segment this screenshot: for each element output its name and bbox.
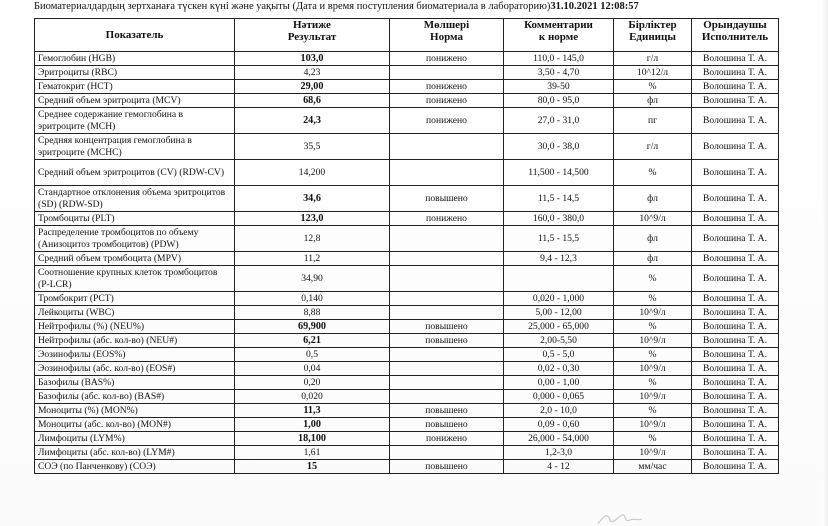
- reference-range-cell: 3,50 - 4,70: [504, 66, 614, 80]
- unit-cell: %: [614, 376, 692, 390]
- reference-range-cell: 2,00-5,50: [504, 334, 614, 348]
- results-table-body: [35, 52, 779, 474]
- col-header-unit-ru: Единицы: [629, 31, 676, 43]
- reference-range-cell: 11,500 - 14,500: [504, 160, 614, 186]
- executor-cell: Волошина Т. А.: [692, 306, 779, 320]
- executor-cell: Волошина Т. А.: [692, 460, 779, 474]
- unit-cell: г/л: [614, 52, 692, 66]
- table-row: [35, 390, 779, 404]
- result-value-cell: 35,5: [235, 134, 390, 160]
- norm-flag-cell: [390, 362, 504, 376]
- col-header-flag: [390, 19, 504, 52]
- executor-cell: Волошина Т. А.: [692, 266, 779, 292]
- executor-cell: Волошина Т. А.: [692, 94, 779, 108]
- col-header-result: [235, 19, 390, 52]
- executor-cell: Волошина Т. А.: [692, 52, 779, 66]
- norm-flag-cell: понижено: [390, 432, 504, 446]
- result-value-cell: 0,020: [235, 390, 390, 404]
- table-row: [35, 306, 779, 320]
- norm-flag-cell: повышено: [390, 320, 504, 334]
- norm-flag-cell: [390, 252, 504, 266]
- test-name-cell: Гемоглобин (HGB): [35, 52, 235, 66]
- table-row: [35, 212, 779, 226]
- col-header-name: Показатель: [35, 19, 235, 52]
- reference-range-cell: 80,0 - 95,0: [504, 94, 614, 108]
- reference-range-cell: 5,00 - 12,00: [504, 306, 614, 320]
- norm-flag-cell: повышено: [390, 460, 504, 474]
- norm-flag-cell: [390, 306, 504, 320]
- reference-range-cell: 0,020 - 1,000: [504, 292, 614, 306]
- test-name-cell: Эозинофилы (абс. кол-во) (EOS#): [35, 362, 235, 376]
- reference-range-cell: 30,0 - 38,0: [504, 134, 614, 160]
- test-name-cell: Средний объем эритроцита (MCV): [35, 94, 235, 108]
- result-value-cell: 1,61: [235, 446, 390, 460]
- reference-range-cell: 9,4 - 12,3: [504, 252, 614, 266]
- reference-range-cell: 25,000 - 65,000: [504, 320, 614, 334]
- norm-flag-cell: понижено: [390, 94, 504, 108]
- reference-range-cell: 1,2-3,0: [504, 446, 614, 460]
- table-row: [35, 66, 779, 80]
- test-name-cell: Распределение тромбоцитов по объему (Анизоцитоз тромбоцитов) (PDW): [35, 226, 235, 252]
- unit-cell: %: [614, 432, 692, 446]
- executor-cell: Волошина Т. А.: [692, 108, 779, 134]
- norm-flag-cell: повышено: [390, 418, 504, 432]
- sample-received-header: [34, 1, 824, 12]
- unit-cell: %: [614, 292, 692, 306]
- table-row: [35, 52, 779, 66]
- test-name-cell: Базофилы (абс. кол-во) (BAS#): [35, 390, 235, 404]
- norm-flag-cell: [390, 226, 504, 252]
- result-value-cell: 103,0: [235, 52, 390, 66]
- executor-cell: Волошина Т. А.: [692, 160, 779, 186]
- table-row: [35, 362, 779, 376]
- test-name-cell: Тромбоциты (PLT): [35, 212, 235, 226]
- results-table: [34, 18, 779, 474]
- result-value-cell: 69,900: [235, 320, 390, 334]
- norm-flag-cell: [390, 446, 504, 460]
- table-row: [35, 418, 779, 432]
- table-row: [35, 80, 779, 94]
- reference-range-cell: 11,5 - 15,5: [504, 226, 614, 252]
- executor-cell: Волошина Т. А.: [692, 390, 779, 404]
- test-name-cell: Соотношение крупных клеток тромбоцитов (P-LCR): [35, 266, 235, 292]
- result-value-cell: 34,90: [235, 266, 390, 292]
- norm-flag-cell: понижено: [390, 52, 504, 66]
- col-header-norm: [504, 19, 614, 52]
- unit-cell: фл: [614, 226, 692, 252]
- test-name-cell: Средняя концентрация гемоглобина в эритроците (MCHC): [35, 134, 235, 160]
- reference-range-cell: 0,00 - 1,00: [504, 376, 614, 390]
- executor-cell: Волошина Т. А.: [692, 446, 779, 460]
- table-row: [35, 134, 779, 160]
- result-value-cell: 6,21: [235, 334, 390, 348]
- reference-range-cell: 160,0 - 380,0: [504, 212, 614, 226]
- unit-cell: %: [614, 80, 692, 94]
- test-name-cell: Средний объем тромбоцита (MPV): [35, 252, 235, 266]
- unit-cell: пг: [614, 108, 692, 134]
- result-value-cell: 11,3: [235, 404, 390, 418]
- reference-range-cell: [504, 266, 614, 292]
- reference-range-cell: 0,5 - 5,0: [504, 348, 614, 362]
- reference-range-cell: 11,5 - 14,5: [504, 186, 614, 212]
- test-name-cell: Стандартное отклонения объема эритроцитов (SD) (RDW-SD): [35, 186, 235, 212]
- result-value-cell: 18,100: [235, 432, 390, 446]
- test-name-cell: Среднее содержание гемоглобина в эритроците (MCH): [35, 108, 235, 134]
- norm-flag-cell: [390, 160, 504, 186]
- norm-flag-cell: понижено: [390, 108, 504, 134]
- executor-cell: Волошина Т. А.: [692, 252, 779, 266]
- col-header-executor: [692, 19, 779, 52]
- result-value-cell: 15: [235, 460, 390, 474]
- header-datetime: 31.10.2021 12:08:57: [550, 1, 639, 12]
- col-header-executor-ru: Исполнитель: [701, 31, 769, 43]
- result-value-cell: 123,0: [235, 212, 390, 226]
- test-name-cell: Моноциты (%) (MON%): [35, 404, 235, 418]
- test-name-cell: СОЭ (по Панченкову) (СОЭ): [35, 460, 235, 474]
- test-name-cell: Лимфоциты (LYM%): [35, 432, 235, 446]
- table-row: [35, 376, 779, 390]
- unit-cell: мм/час: [614, 460, 692, 474]
- result-value-cell: 68,6: [235, 94, 390, 108]
- executor-cell: Волошина Т. А.: [692, 66, 779, 80]
- table-row: [35, 320, 779, 334]
- result-value-cell: 24,3: [235, 108, 390, 134]
- reference-range-cell: 26,000 - 54,000: [504, 432, 614, 446]
- col-header-norm-1: Комментарии: [524, 19, 593, 31]
- reference-range-cell: 39-50: [504, 80, 614, 94]
- norm-flag-cell: повышено: [390, 404, 504, 418]
- unit-cell: 10^9/л: [614, 418, 692, 432]
- test-name-cell: Эритроциты (RBC): [35, 66, 235, 80]
- unit-cell: фл: [614, 94, 692, 108]
- signature-mark: [596, 511, 644, 526]
- norm-flag-cell: [390, 376, 504, 390]
- col-header-result-ru: Результат: [287, 31, 337, 43]
- result-value-cell: 8,88: [235, 306, 390, 320]
- executor-cell: Волошина Т. А.: [692, 334, 779, 348]
- col-header-norm-2: к норме: [538, 31, 579, 43]
- norm-flag-cell: повышено: [390, 186, 504, 212]
- norm-flag-cell: повышено: [390, 334, 504, 348]
- table-row: [35, 446, 779, 460]
- result-value-cell: 14,200: [235, 160, 390, 186]
- executor-cell: Волошина Т. А.: [692, 292, 779, 306]
- table-row: [35, 108, 779, 134]
- unit-cell: 10^9/л: [614, 334, 692, 348]
- table-row: [35, 226, 779, 252]
- result-value-cell: 4,23: [235, 66, 390, 80]
- norm-flag-cell: [390, 266, 504, 292]
- unit-cell: 10^9/л: [614, 446, 692, 460]
- col-header-executor-kz: Орындаушы: [703, 19, 767, 31]
- norm-flag-cell: [390, 348, 504, 362]
- reference-range-cell: 0,000 - 0,065: [504, 390, 614, 404]
- reference-range-cell: 110,0 - 145,0: [504, 52, 614, 66]
- test-name-cell: Тромбокрит (PCT): [35, 292, 235, 306]
- norm-flag-cell: понижено: [390, 212, 504, 226]
- executor-cell: Волошина Т. А.: [692, 226, 779, 252]
- reference-range-cell: 2,0 - 10,0: [504, 404, 614, 418]
- unit-cell: 10^9/л: [614, 362, 692, 376]
- unit-cell: %: [614, 160, 692, 186]
- header-label: Биоматериалдардың зертханаға түскен күні және уақыты (Дата и время поступления биоматериала в лабораторию): [34, 1, 551, 12]
- result-value-cell: 0,5: [235, 348, 390, 362]
- unit-cell: %: [614, 320, 692, 334]
- test-name-cell: Гематокрит (HCT): [35, 80, 235, 94]
- test-name-cell: Базофилы (BAS%): [35, 376, 235, 390]
- reference-range-cell: 0,09 - 0,60: [504, 418, 614, 432]
- executor-cell: Волошина Т. А.: [692, 432, 779, 446]
- result-value-cell: 12,8: [235, 226, 390, 252]
- col-header-flag-ru: Норма: [430, 31, 463, 43]
- table-row: [35, 460, 779, 474]
- test-name-cell: Нейтрофилы (%) (NEU%): [35, 320, 235, 334]
- norm-flag-cell: [390, 292, 504, 306]
- executor-cell: Волошина Т. А.: [692, 134, 779, 160]
- executor-cell: Волошина Т. А.: [692, 376, 779, 390]
- result-value-cell: 0,04: [235, 362, 390, 376]
- unit-cell: фл: [614, 252, 692, 266]
- executor-cell: Волошина Т. А.: [692, 348, 779, 362]
- unit-cell: %: [614, 404, 692, 418]
- col-header-result-kz: Нәтиже: [293, 19, 331, 31]
- test-name-cell: Средний объем эритроцитов (CV) (RDW-CV): [35, 160, 235, 186]
- table-row: [35, 432, 779, 446]
- executor-cell: Волошина Т. А.: [692, 212, 779, 226]
- reference-range-cell: 0,02 - 0,30: [504, 362, 614, 376]
- norm-flag-cell: [390, 66, 504, 80]
- test-name-cell: Лимфоциты (абс. кол-во) (LYM#): [35, 446, 235, 460]
- result-value-cell: 0,140: [235, 292, 390, 306]
- table-row: [35, 94, 779, 108]
- result-value-cell: 1,00: [235, 418, 390, 432]
- table-row: [35, 252, 779, 266]
- executor-cell: Волошина Т. А.: [692, 418, 779, 432]
- table-row: [35, 266, 779, 292]
- reference-range-cell: 4 - 12: [504, 460, 614, 474]
- table-row: [35, 160, 779, 186]
- table-header-row: [35, 19, 779, 52]
- test-name-cell: Моноциты (абс. кол-во) (MON#): [35, 418, 235, 432]
- executor-cell: Волошина Т. А.: [692, 320, 779, 334]
- unit-cell: фл: [614, 186, 692, 212]
- executor-cell: Волошина Т. А.: [692, 80, 779, 94]
- result-value-cell: 0,20: [235, 376, 390, 390]
- executor-cell: Волошина Т. А.: [692, 362, 779, 376]
- page-edge-shadow: [822, 0, 828, 526]
- unit-cell: %: [614, 266, 692, 292]
- table-row: [35, 292, 779, 306]
- norm-flag-cell: [390, 390, 504, 404]
- test-name-cell: Эозинофилы (EOS%): [35, 348, 235, 362]
- norm-flag-cell: [390, 134, 504, 160]
- unit-cell: 10^12/л: [614, 66, 692, 80]
- unit-cell: 10^9/л: [614, 390, 692, 404]
- result-value-cell: 34,6: [235, 186, 390, 212]
- result-value-cell: 11,2: [235, 252, 390, 266]
- table-row: [35, 404, 779, 418]
- col-header-flag-kz: Мөлшері: [423, 19, 470, 31]
- table-row: [35, 186, 779, 212]
- table-row: [35, 348, 779, 362]
- executor-cell: Волошина Т. А.: [692, 404, 779, 418]
- norm-flag-cell: понижено: [390, 80, 504, 94]
- table-row: [35, 334, 779, 348]
- result-value-cell: 29,00: [235, 80, 390, 94]
- col-header-unit-kz: Бірліктер: [628, 19, 677, 31]
- unit-cell: %: [614, 348, 692, 362]
- reference-range-cell: 27,0 - 31,0: [504, 108, 614, 134]
- unit-cell: 10^9/л: [614, 306, 692, 320]
- test-name-cell: Лейкоциты (WBC): [35, 306, 235, 320]
- unit-cell: 10^9/л: [614, 212, 692, 226]
- col-header-unit: [614, 19, 692, 52]
- test-name-cell: Нейтрофилы (абс. кол-во) (NEU#): [35, 334, 235, 348]
- executor-cell: Волошина Т. А.: [692, 186, 779, 212]
- unit-cell: г/л: [614, 134, 692, 160]
